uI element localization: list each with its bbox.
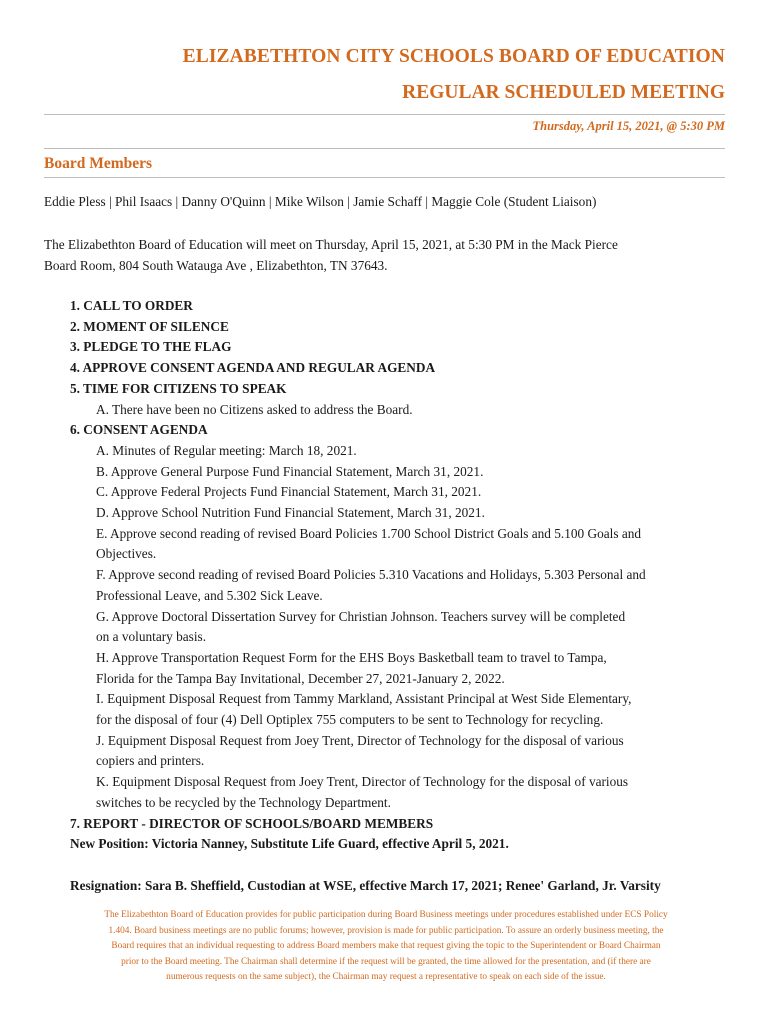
agenda-subitem: A. Minutes of Regular meeting: March 18, 2021. bbox=[96, 442, 357, 458]
agenda-subitem: I. Equipment Disposal Request from Tammy Markland, Assistant Principal at West Side Elementary, bbox=[96, 691, 632, 707]
document-title: ELIZABETHTON CITY SCHOOLS BOARD OF EDUCATION bbox=[182, 46, 725, 67]
footer-line: Board requires that an individual requesting to address Board members make that request giving the topic to the Superintendent or Board Chairman bbox=[111, 941, 661, 951]
board-members-heading: Board Members bbox=[44, 155, 153, 172]
agenda-subitem-cont: switches to be recycled by the Technology Department. bbox=[96, 794, 391, 810]
public-participation-notice bbox=[46, 908, 726, 986]
agenda-subitem: G. Approve Doctoral Dissertation Survey for Christian Johnson. Teachers survey will be completed bbox=[96, 608, 626, 624]
agenda-subitem: K. Equipment Disposal Request from Joey Trent, Director of Technology for the disposal of various bbox=[96, 774, 629, 790]
agenda-subitem-cont: Professional Leave, and 5.302 Sick Leave. bbox=[96, 587, 323, 603]
agenda-item-approve-agenda: 4. APPROVE CONSENT AGENDA AND REGULAR AGENDA bbox=[70, 360, 436, 376]
agenda-subitem-cont: for the disposal of four (4) Dell Optiplex 755 computers to be sent to Technology for recycling. bbox=[96, 712, 604, 728]
agenda-subitem-cont: copiers and printers. bbox=[96, 753, 205, 769]
agenda-item-citizens: 5. TIME FOR CITIZENS TO SPEAK bbox=[70, 380, 287, 396]
agenda-subitem: A. There have been no Citizens asked to address the Board. bbox=[96, 401, 413, 417]
intro-line: The Elizabethton Board of Education will meet on Thursday, April 15, 2021, at 5:30 PM in the Mack Pierce bbox=[44, 237, 618, 252]
divider-middle bbox=[44, 148, 725, 149]
footer-line: 1.404. Board business meetings are no public forums; however, provision is made for public participation. To assure an orderly business meeting, the bbox=[108, 925, 664, 936]
meeting-date: Thursday, April 15, 2021, @ 5:30 PM bbox=[532, 119, 725, 133]
agenda-item-moment-of-silence: 2. MOMENT OF SILENCE bbox=[70, 318, 229, 334]
agenda-item-report: 7. REPORT - DIRECTOR OF SCHOOLS/BOARD MEMBERS bbox=[70, 815, 434, 831]
agenda-subitem: C. Approve Federal Projects Fund Financial Statement, March 31, 2021. bbox=[96, 484, 482, 500]
document-subtitle: REGULAR SCHEDULED MEETING bbox=[402, 82, 725, 103]
agenda-subitem: F. Approve second reading of revised Board Policies 5.310 Vacations and Holidays, 5.303 Personal and bbox=[96, 567, 646, 583]
agenda-subitem: B. Approve General Purpose Fund Financial Statement, March 31, 2021. bbox=[96, 463, 484, 479]
divider-bottom bbox=[44, 177, 725, 178]
footer-line: The Elizabethton Board of Education provides for public participation during Board Business meetings under procedures established under ECS Policy bbox=[104, 910, 668, 920]
agenda-item-consent: 6. CONSENT AGENDA bbox=[70, 422, 208, 438]
agenda-subitem-cont: on a voluntary basis. bbox=[96, 629, 207, 645]
agenda-subitem: E. Approve second reading of revised Board Policies 1.700 School District Goals and 5.100 Goals and bbox=[96, 525, 642, 541]
footer-line: prior to the Board meeting. The Chairman shall determine if the request will be granted, the time allowed for the presentation, and (if there are bbox=[121, 956, 651, 967]
agenda-subitem: H. Approve Transportation Request Form for the EHS Boys Basketball team to travel to Tampa, bbox=[96, 649, 607, 665]
intro-line: Board Room, 804 South Watauga Ave , Elizabethton, TN 37643. bbox=[44, 258, 388, 273]
meeting-intro bbox=[44, 234, 734, 276]
footer-line: numerous requests on the same subject), the Chairman may request a representative to speak on each side of the issue. bbox=[166, 972, 606, 982]
agenda-subitem: J. Equipment Disposal Request from Joey Trent, Director of Technology for the disposal of various bbox=[96, 732, 624, 748]
resignation-note: Resignation: Sara B. Sheffield, Custodian at WSE, effective March 17, 2021; Renee' Garland, Jr. Varsity bbox=[70, 878, 661, 893]
agenda-subitem-cont: Objectives. bbox=[96, 546, 157, 562]
agenda-list bbox=[70, 296, 730, 834]
agenda-subitem: D. Approve School Nutrition Fund Financial Statement, March 31, 2021. bbox=[96, 505, 485, 521]
divider-top bbox=[44, 114, 725, 115]
agenda-item-pledge: 3. PLEDGE TO THE FLAG bbox=[70, 339, 232, 355]
new-position-note: New Position: Victoria Nanney, Substitute Life Guard, effective April 5, 2021. bbox=[70, 836, 509, 851]
agenda-subitem-cont: Florida for the Tampa Bay Invitational, December 27, 2021-January 2, 2022. bbox=[96, 670, 505, 686]
board-members-list: Eddie Pless | Phil Isaacs | Danny O'Quinn | Mike Wilson | Jamie Schaff | Maggie Cole (Student Liaison) bbox=[44, 194, 597, 209]
agenda-item-call-to-order: 1. CALL TO ORDER bbox=[70, 298, 193, 313]
